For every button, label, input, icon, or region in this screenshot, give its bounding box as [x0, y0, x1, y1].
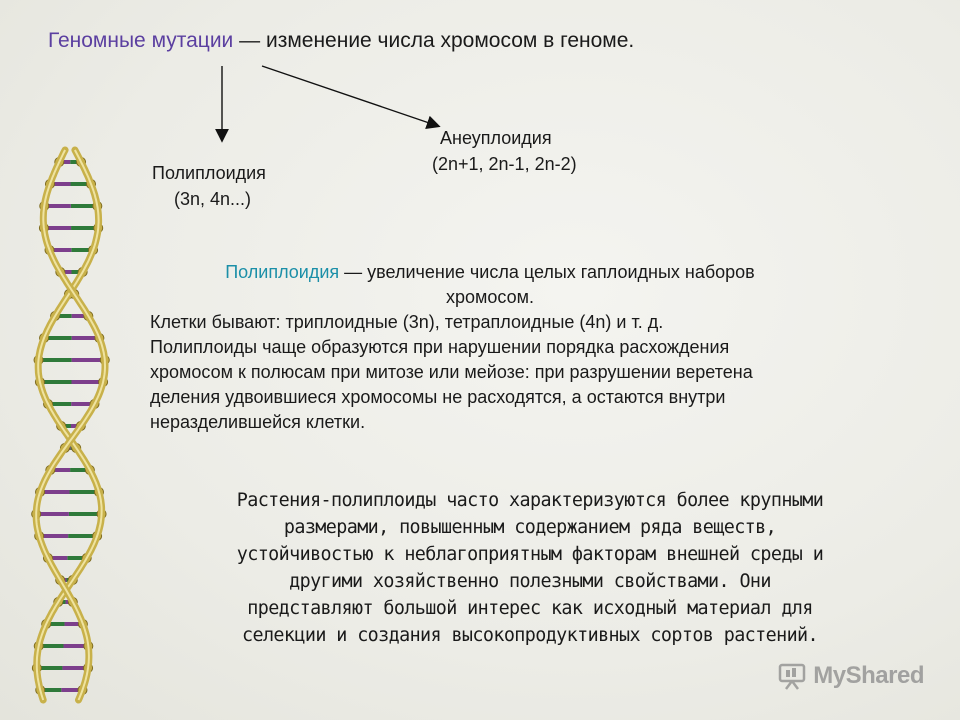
plants-line: селекции и создания высокопродуктивных сортов растений. — [242, 625, 818, 646]
branch-polyploidy — [152, 160, 266, 212]
aneuploidy-name: Анеуплоидия — [440, 128, 552, 148]
presentation-board-icon — [777, 662, 807, 690]
definition-line3: Клетки бывают: триплоидные (3n), тетраплоидные (4n) и т. д. — [150, 312, 664, 332]
plants-line: устойчивостью к неблагоприятным факторам внешней среды и — [236, 544, 824, 565]
plants-line: другими хозяйственно полезными свойствами. Они — [289, 571, 771, 592]
plants-line: представляют большой интерес как исходный материал для — [247, 598, 813, 619]
polyploidy-name: Полиплоидия — [152, 163, 266, 183]
definition-term: Полиплоидия — [225, 262, 340, 282]
polyploidy-formula: (3n, 4n...) — [174, 189, 252, 209]
plants-line: Растения-полиплоиды часто характеризуются более крупными — [236, 490, 824, 511]
dna-helix-illustration — [0, 140, 140, 720]
definition-line5: хромосом к полюсам при митозе или мейозе: при разрушении веретена — [150, 362, 753, 382]
polyploidy-definition — [150, 260, 870, 435]
title-definition: — изменение числа хромосом в геноме. — [233, 29, 635, 52]
watermark-text: MyShared — [813, 662, 924, 689]
watermark — [777, 662, 924, 690]
definition-line4: Полиплоиды чаще образуются при нарушении порядка расхождения — [150, 337, 730, 357]
definition-heading — [150, 260, 830, 310]
definition-line1: — увеличение числа целых гаплоидных наборов — [339, 262, 755, 282]
plants-paragraph — [140, 487, 920, 649]
arrow-to-aneuploidy — [262, 66, 438, 126]
plants-line: размерами, повышенным содержанием ряда веществ, — [283, 517, 777, 538]
title-term: Геномные мутации — [48, 29, 234, 52]
definition-line7: неразделившейся клетки. — [150, 412, 366, 432]
definition-line6: деления удвоившиеся хромосомы не расходятся, а остаются внутри — [150, 387, 726, 407]
branch-aneuploidy — [432, 125, 577, 177]
aneuploidy-formula: (2n+1, 2n-1, 2n-2) — [432, 154, 577, 174]
definition-line2: хромосом. — [446, 287, 534, 307]
